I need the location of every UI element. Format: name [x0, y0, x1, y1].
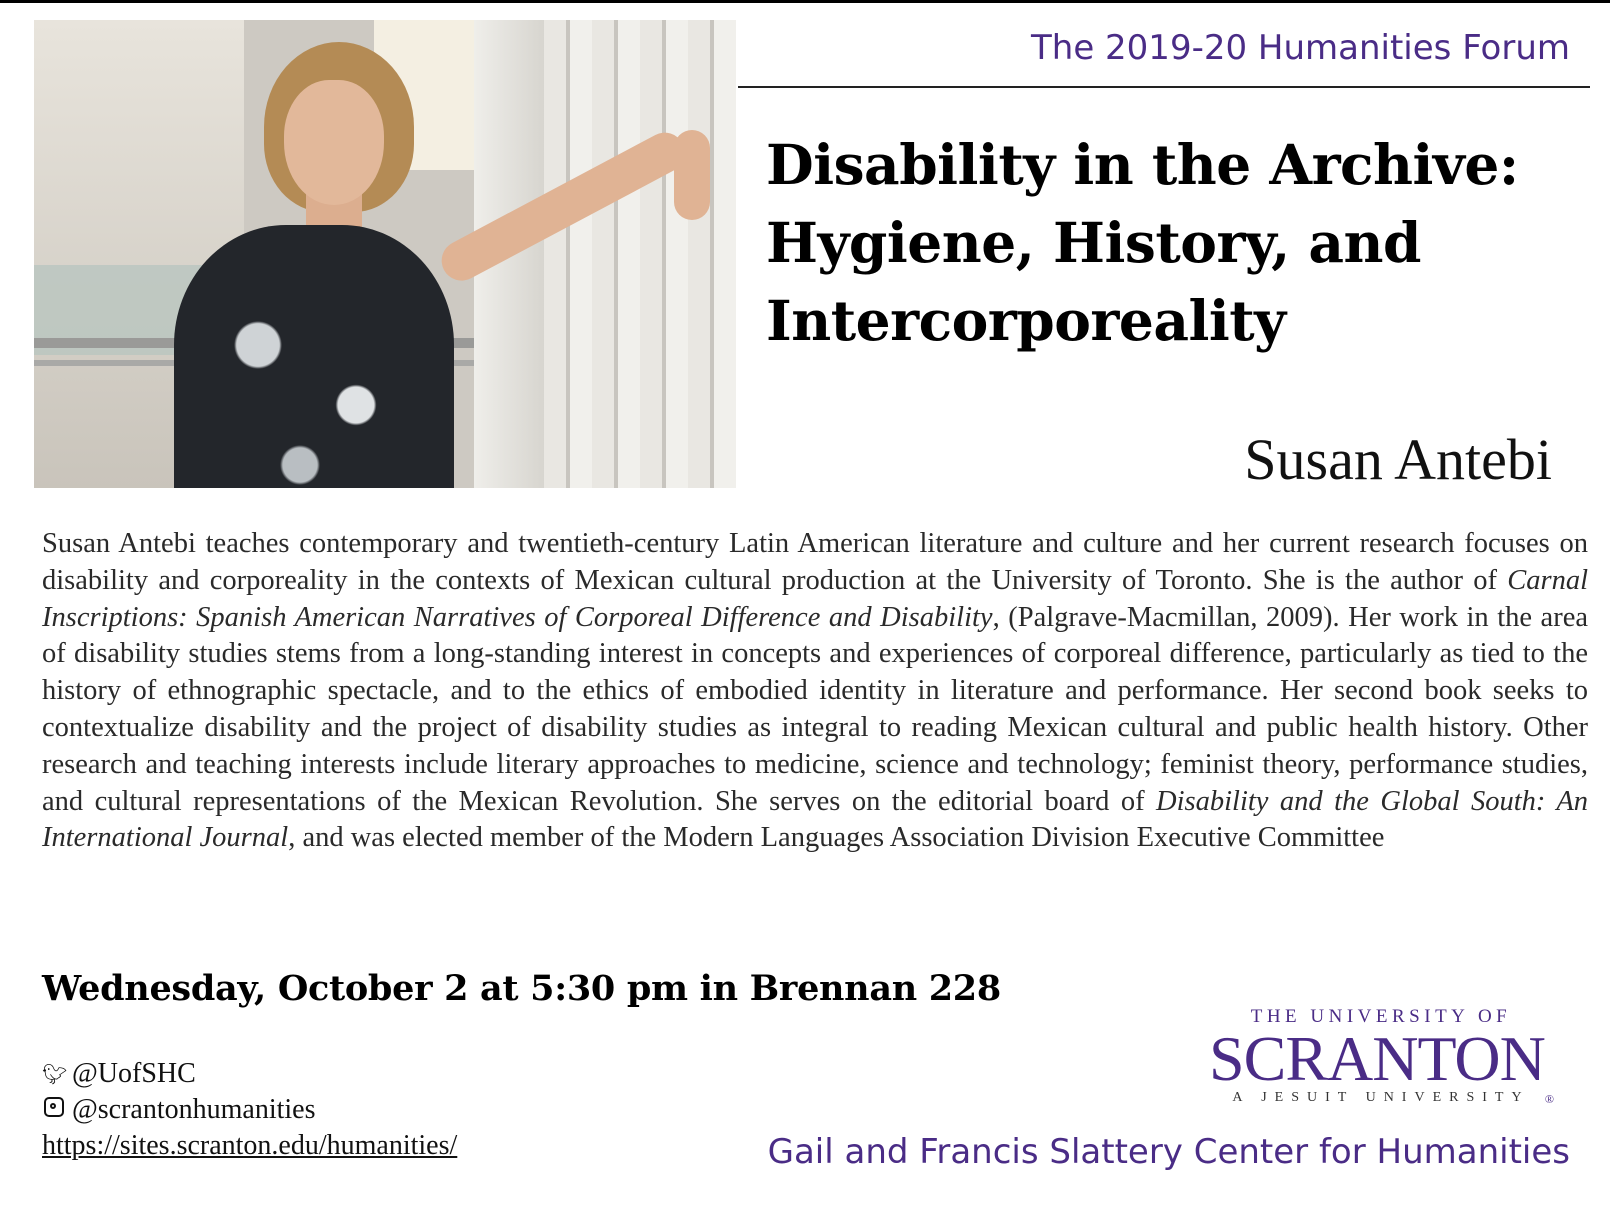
event-details: Wednesday, October 2 at 5:30 pm in Brennan 228	[42, 968, 1001, 1009]
twitter-row	[42, 1056, 457, 1092]
journal-title: Disability and the Global South: An International Journal	[42, 785, 1589, 854]
instagram-icon	[42, 1097, 66, 1123]
talk-title	[766, 126, 1586, 360]
website-row	[42, 1128, 457, 1164]
bio-text-3: , and was elected member of the Modern Languages Association Division Executive Committee	[288, 822, 1385, 854]
university-logo	[1204, 1006, 1558, 1106]
top-rule	[0, 0, 1610, 3]
speaker-photo	[34, 20, 736, 488]
header-divider	[738, 86, 1590, 88]
logo-main-text: SCRANTON	[1209, 1023, 1545, 1094]
logo-top-text: THE UNIVERSITY OF	[1250, 1006, 1512, 1027]
instagram-handle[interactable]: @scrantonhumanities	[72, 1094, 316, 1125]
twitter-icon: 🐦︎	[42, 1063, 68, 1086]
book-title: Carnal Inscriptions: Spanish American Narratives of Corporeal Difference and Disability	[42, 564, 1588, 633]
title-line-1: Disability in the Archive:	[766, 132, 1519, 197]
center-name: Gail and Francis Slattery Center for Humanities	[767, 1132, 1570, 1172]
bio-text-2: , (Palgrave-Macmillan, 2009). Her work in the area of disability studies stems from a long-standing interest in concepts and experiences of corporeal difference, particularly as tied to the history of ethnographic spectacle, and to the ethics of embodied identity in literature and performance. Her second book seeks to contextualize disability and the project of disability studies as integral to reading Mexican cultural and public health history. Other research and teaching interests include literary approaches to medicine, science and technology; feminist theory, performance studies, and cultural representations of the Mexican Revolution. She serves on the editorial board of	[42, 601, 1588, 817]
forum-heading: The 2019-20 Humanities Forum	[1031, 28, 1570, 68]
speaker-name: Susan Antebi	[1244, 427, 1552, 492]
twitter-handle[interactable]: @UofSHC	[72, 1058, 196, 1089]
registered-mark: ®	[1544, 1092, 1553, 1106]
instagram-row	[42, 1092, 457, 1128]
social-links	[42, 1056, 457, 1164]
title-line-3: Intercorporeality	[766, 288, 1286, 353]
website-link[interactable]: https://sites.scranton.edu/humanities/	[42, 1130, 458, 1161]
logo-bottom-text: A JESUIT UNIVERSITY	[1232, 1090, 1530, 1105]
bio-text-1: Susan Antebi teaches contemporary and twentieth-century Latin American literature and culture and her current research focuses on disability and corporeality in the contexts of Mexican cultural production at the University of Toronto. She is the author of	[42, 528, 1588, 596]
title-line-2: Hygiene, History, and	[766, 210, 1422, 275]
speaker-bio	[42, 526, 1588, 857]
